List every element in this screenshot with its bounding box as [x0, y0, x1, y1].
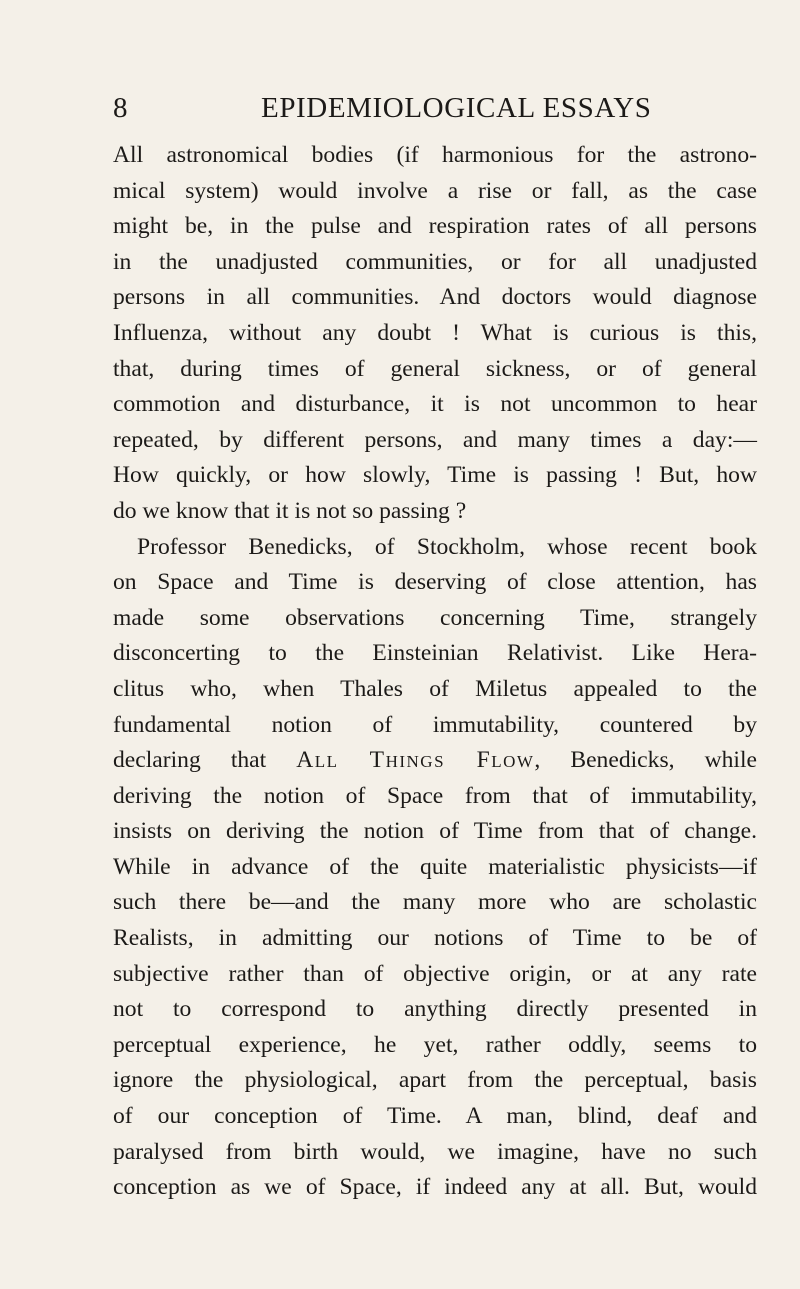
text-line: disconcerting to the Einsteinian Relativist. Like Hera-	[113, 640, 757, 667]
text-line: Professor Benedicks, of Stockholm, whose recent book	[137, 533, 757, 560]
text-line: might be, in the pulse and respiration rates of all persons	[113, 213, 757, 240]
text-line: ignore the physiological, apart from the perceptual, basis	[113, 1067, 757, 1094]
running-head	[113, 88, 744, 128]
text-line: All astronomical bodies (if harmonious for the astrono-	[113, 142, 757, 168]
text-line: in the unadjusted communities, or for all unadjusted	[113, 248, 757, 275]
text-line: paralysed from birth would, we imagine, have no such	[113, 1138, 757, 1165]
text-segment: , Benedicks, while	[534, 747, 757, 774]
running-title: EPIDEMIOLOGICAL ESSAYS	[261, 92, 652, 124]
text-line: While in advance of the quite materialistic physicists—if	[113, 853, 757, 880]
text-line: such there be—and the many more who are scholastic	[113, 889, 757, 916]
text-line: made some observations concerning Time, strangely	[113, 604, 757, 631]
text-line: fundamental notion of immutability, countered by	[113, 711, 757, 738]
text-line: clitus who, when Thales of Miletus appealed to the	[113, 675, 757, 702]
body-text	[113, 138, 757, 1206]
text-line: perceptual experience, he yet, rather oddly, seems to	[113, 1031, 757, 1058]
text-line: persons in all communities. And doctors would diagnose	[113, 284, 757, 311]
text-line: not to correspond to anything directly presented in	[113, 996, 757, 1023]
small-caps-phrase: All Things Flow	[296, 747, 535, 774]
text-line: Influenza, without any doubt ! What is curious is this,	[113, 319, 757, 346]
text-line: subjective rather than of objective origin, or at any rate	[113, 960, 757, 987]
text-line: do we know that it is not so passing ?	[113, 497, 467, 524]
text-line: deriving the notion of Space from that of immutability,	[113, 782, 757, 809]
text-line: repeated, by different persons, and many times a day:—	[113, 426, 757, 453]
text-line: on Space and Time is deserving of close attention, has	[113, 569, 757, 596]
text-line: insists on deriving the notion of Time from that of change.	[113, 818, 757, 845]
text-line: How quickly, or how slowly, Time is passing ! But, how	[113, 462, 757, 489]
page-number: 8	[113, 92, 128, 124]
text-line: conception as we of Space, if indeed any at all. But, would	[113, 1174, 757, 1201]
text-line: that, during times of general sickness, or of general	[113, 355, 757, 382]
text-line: commotion and disturbance, it is not uncommon to hear	[113, 391, 757, 418]
text-line	[113, 743, 757, 779]
text-line: Realists, in admitting our notions of Time to be of	[113, 925, 757, 952]
text-line: mical system) would involve a rise or fall, as the case	[113, 177, 757, 204]
text-segment: declaring that	[113, 747, 267, 774]
text-line: of our conception of Time. A man, blind, deaf and	[113, 1103, 757, 1130]
